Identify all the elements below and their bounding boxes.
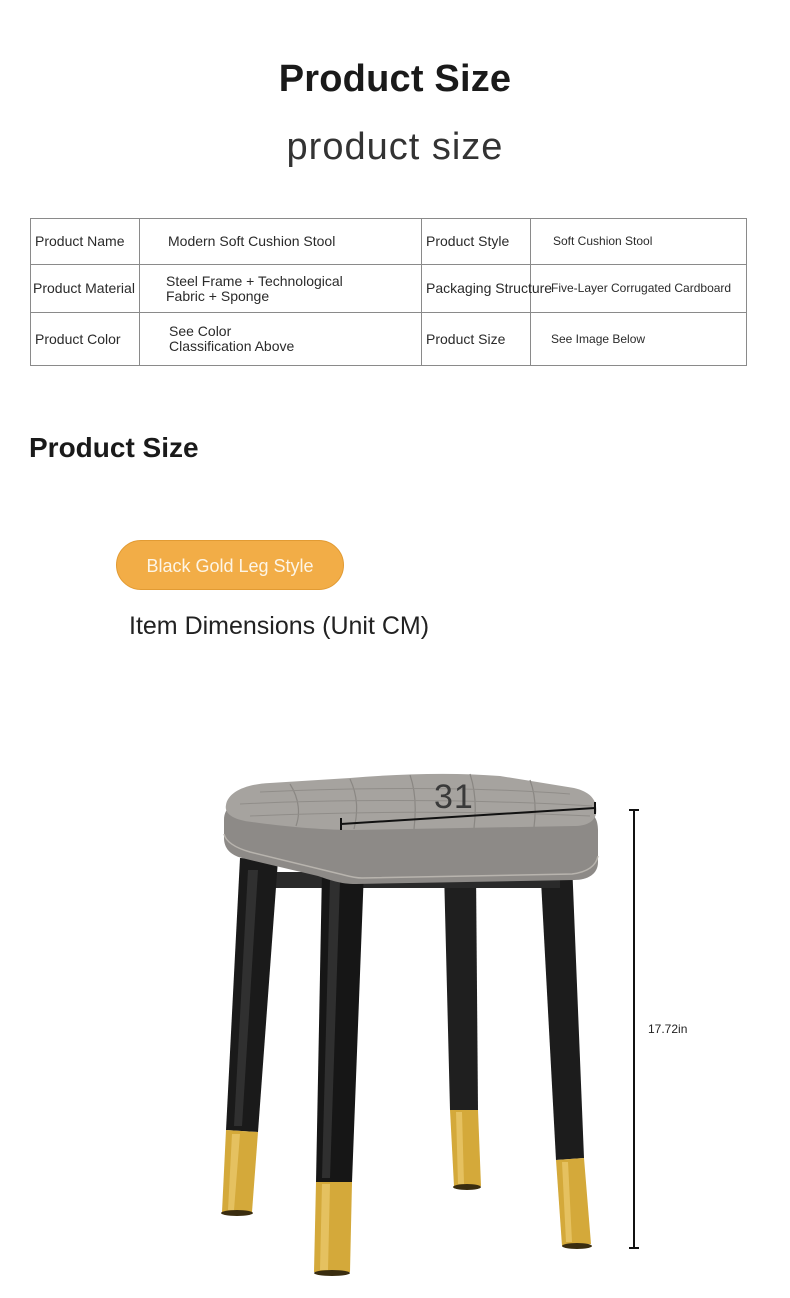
back-leg-right — [540, 862, 592, 1249]
product-color-line-1: See Color — [169, 323, 232, 339]
style-pill: Black Gold Leg Style — [116, 540, 344, 590]
section-title: Product Size — [29, 432, 199, 463]
product-color-line-2: Classification Above — [169, 338, 295, 354]
product-style-label: Product Style — [422, 219, 531, 265]
product-size-label: Product Size — [422, 313, 531, 366]
product-material-line-1: Steel Frame + Technological — [166, 272, 343, 289]
product-name-value: Modern Soft Cushion Stool — [140, 219, 422, 265]
product-material-label: Product Material — [31, 265, 140, 313]
width-value: 31 — [434, 778, 474, 816]
front-leg-center — [314, 870, 364, 1276]
height-value: 17.72in — [648, 1022, 688, 1036]
product-name-label: Product Name — [31, 219, 140, 265]
back-leg-left — [444, 870, 481, 1190]
packaging-structure-label: Packaging Structure — [422, 265, 531, 313]
packaging-structure-value: Five-Layer Corrugated Cardboard — [531, 265, 747, 313]
product-material-line-2: Fabric + Sponge — [166, 287, 270, 304]
page-subtitle: product size — [286, 126, 504, 168]
height-dimension-line — [629, 810, 639, 1248]
front-leg-left — [221, 858, 278, 1216]
product-color-label: Product Color — [31, 313, 140, 366]
page-title: Product Size — [278, 58, 512, 100]
product-style-value: Soft Cushion Stool — [531, 219, 747, 265]
product-size-value: See Image Below — [531, 313, 747, 366]
dimensions-title: Item Dimensions (Unit CM) — [129, 612, 430, 640]
